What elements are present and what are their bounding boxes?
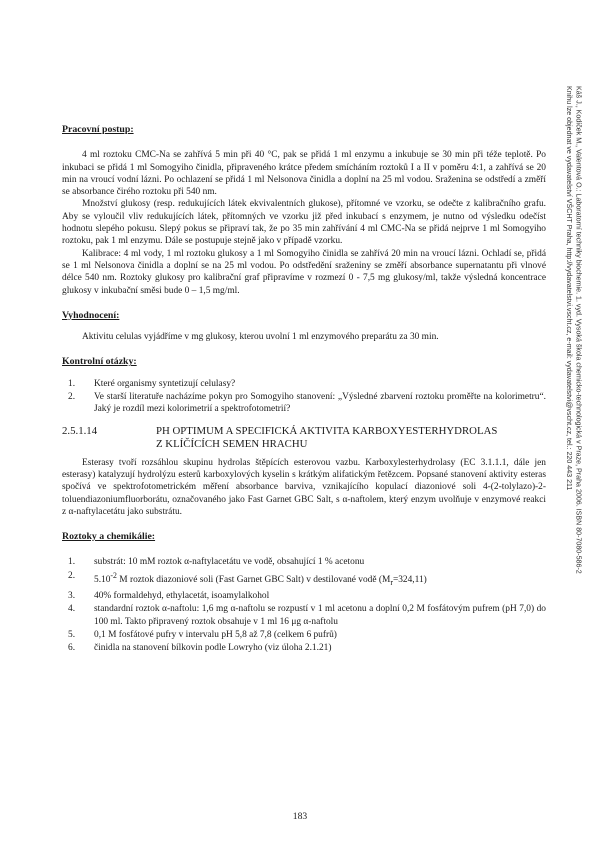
reagent-text: 0,1 M fosfátové pufry v intervalu pH 5,8 až 7,8 (celkem 6 pufrů) (94, 629, 337, 640)
reagent-text: 40% formaldehyd, ethylacetát, isoamylalkohol (94, 591, 270, 602)
reagent-number: 4. (68, 604, 76, 615)
list-item (62, 556, 546, 568)
reagent-text: standardní roztok α-naftolu: 1,6 mg α-naftolu se rozpustí v 1 ml acetonu a doplní 0,2 M fosfátovým pufrem (pH 7,0) do 100 ml. Takto připravený roztok obsahuje v 1 ml 16 μg α-naftolu (94, 604, 546, 627)
section-title-line-2: Z KLÍČÍCÍCH SEMEN HRACHU (156, 437, 308, 450)
section-number: 2.5.1.14 (62, 424, 98, 437)
reagent-text: $5.10^{-2}$ M roztok diazoniové soli (Fast Garnet GBC Salt) v destilované vodě $(M_r=324,11)$ (94, 570, 427, 587)
evaluation-heading: Vyhodnocení: (62, 309, 120, 321)
main-content (62, 124, 546, 655)
list-item (62, 590, 546, 602)
procedure-heading: Pracovní postup: (62, 124, 134, 135)
procedure-paragraph-1: 4 ml roztoku CMC-Na se zahřívá 5 min při 40 °C, pak se přidá 1 ml enzymu a inkubuje se 30 min při téže teplotě. Po inkubaci se přidá 1 ml Somogyiho činidla, připraveného krátce předem smícháním roztoků I a II v poměru 4:1, a zahřívá se 20 min na vroucí vodní lázni. Po ochlazení se přidá 1 ml Nelsonova činidla a doplní na 25 ml vodou. Sraženina se odstředí a změří se absorbance čirého roztoku při 540 nm. (62, 150, 546, 198)
reagent-number: 6. (68, 643, 76, 654)
section-intro: Esterasy tvoří rozsáhlou skupinu hydrolas štěpících esterovou vazbu. Karboxylesterhydrolasy (EC 3.1.1.1, dále jen esterasy) katalyzují hydrolýzu esterů karboxylových kyselin s krátkým alifatickým řetězcem. Popsané stanovení aktivity esteras spočívá ve spektrofotometrickém měření absorbance barviva, vznikajícího kopulací diazoniové soli 4-(2-tolylazo)-2-toluendiazoniumfluorborátu, označovaného jako Fast Garnet GBC Salt, s α-naftolem, který enzym uvolňuje v enzymové reakci z α-naftylacetátu jako substrátu. (62, 457, 546, 517)
citation-line-1: Káš J., Kodíček M., Valentová O.: Laboratorní techniky biochemie. 1. vyd. Vysoká škola chemicko-technologická v Praze, Praha 2006. ISBN 80-7080-586-2 (574, 86, 583, 574)
list-item (62, 642, 546, 654)
reagent-text: činidla na stanovení bílkovin podle Lowryho (viz úloha 2.1.21) (94, 643, 332, 654)
list-item (62, 378, 546, 390)
list-item (62, 570, 546, 589)
reagent-number: 3. (68, 591, 76, 602)
evaluation-paragraph: Aktivitu celulas vyjádříme v mg glukosy, kterou uvolní 1 ml enzymového preparátu za 30 min. (82, 332, 439, 343)
question-text: Které organismy syntetizují celulasy? (94, 378, 236, 389)
reagent-number: 5. (68, 629, 76, 640)
citation-sidebar (563, 86, 583, 574)
question-number: 1. (68, 378, 76, 389)
reagents-heading: Roztoky a chemikálie: (62, 531, 156, 543)
procedure-paragraph-2: Množství glukosy (resp. redukujících látek ekvivalentních glukose), přítomné ve vzorku, se odečte z kalibračního grafu. Aby se vyloučil vliv redukujících látek, přítomných ve vzorku již před inkubací s enzymem, je nutno od výsledku odečíst hodnotu slepého pokusu. Slepý pokus se připraví tak, že po 35 min zahřívání 4 ml CMC-Na se přidá nejprve 1 ml Somogyiho roztoku, pak 1 ml enzymu. Dále se postupuje stejně jako v případě vzorku. (62, 199, 546, 247)
questions-list (62, 378, 546, 416)
procedure-paragraph-3: Kalibrace: 4 ml vody, 1 ml roztoku glukosy a 1 ml Somogyiho činidla se zahřívá 20 min na vroucí lázni. Ochladí se, přidá se 1 ml Nelsonova činidla a doplní se na 25 ml vodou. Po odstředění sraženiny se změří absorbance supernatantu při vlnové délce 540 nm. Roztoky glukosy pro kalibrační graf připravíme v rozmezí 0 - 7,5 mg glukosy/ml, takže výsledná koncentrace glukosy v inkubační směsi bude 0 – 1,5 mg/ml. (62, 248, 546, 296)
section-title-line-1: PH OPTIMUM A SPECIFICKÁ AKTIVITA KARBOXYESTERHYDROLAS (156, 424, 498, 437)
reagent-number: 1. (68, 557, 76, 568)
reagents-list (62, 556, 546, 654)
question-text: Ve starší literatuře nacházíme pokyn pro Somogyiho stanovení: „Výsledné zbarvení roztoku proměřte na kolorimetru“. Jaký je rozdíl mezi kolorimetrií a spektrofotometrií? (94, 392, 546, 415)
citation-line-2: Knihu lze objednat ve vydavatelství VŠCHT Praha, http://vydavatelstvi.vscht.cz, e-mail: vydavatelstvi@vscht.cz, tel.: 220 443 211 (564, 86, 573, 491)
list-item (62, 603, 546, 628)
list-item (62, 391, 546, 416)
questions-heading: Kontrolní otázky: (62, 356, 137, 368)
question-number: 2. (68, 392, 76, 403)
reagent-text: substrát: 10 mM roztok α-naftylacetátu ve vodě, obsahující 1 % acetonu (94, 557, 365, 568)
list-item (62, 629, 546, 641)
reagent-number: 2. (68, 570, 76, 581)
page-number: 183 (292, 811, 308, 822)
section-title (62, 425, 546, 451)
